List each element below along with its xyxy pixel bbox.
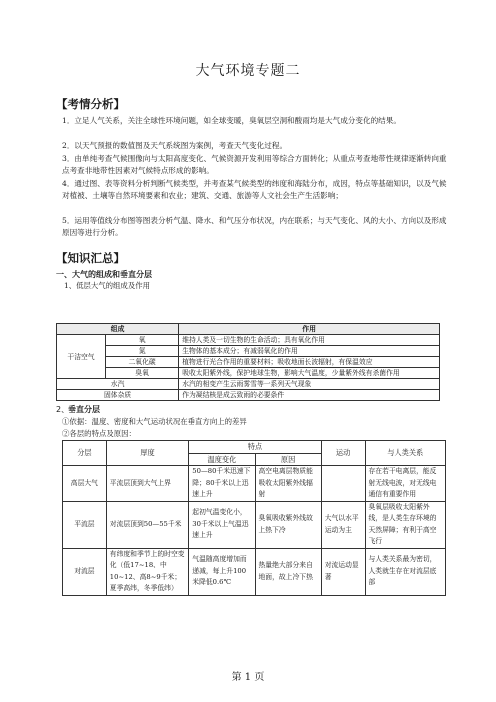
table1-role: 植物进行光合作用的重要材料；吸收地面长波辐射，有保温效应 <box>179 357 440 368</box>
table1-role: 吸收太阳紫外线，保护地球生物，影响大气温度，少量紫外线有杀菌作用 <box>179 368 440 379</box>
table1-component: 二氧化碳 <box>106 357 179 368</box>
heading-composition-layers: 一、大气的组成和垂直分层 <box>56 270 152 279</box>
table2-layer: 对流层 <box>63 548 107 595</box>
table1-component: 臭氧 <box>106 368 179 379</box>
vertical-layers-table <box>62 440 446 596</box>
table2-header-layer: 分层 <box>63 441 107 466</box>
table2-temp: 起初气温变化小，30千米以上气温迅速上升 <box>189 501 255 548</box>
table2-human: 臭氧层吸收太阳紫外线，是人类生存环境的天然屏障；有利于高空飞行 <box>365 501 446 548</box>
page-number: 第 1 页 <box>231 672 265 683</box>
table1-component: 氮 <box>106 346 179 357</box>
table1-component: 氧 <box>106 335 179 346</box>
subheading-vertical-layers: 垂直分层 <box>68 405 100 414</box>
table1-role: 水汽的相变产生云雨雾雪等一系列天气现象 <box>179 379 440 390</box>
table1-header-role: 作用 <box>179 324 440 335</box>
table2-layer: 平流层 <box>63 501 107 548</box>
table2-human: 存在若干电离层，能反射无线电波，对无线电通信有重要作用 <box>365 466 446 502</box>
table2-reason: 臭氧吸收紫外线故上热下冷 <box>255 501 321 548</box>
table1-role: 作为凝结核是成云致雨的必要条件 <box>179 390 440 401</box>
table2-header-thickness: 厚度 <box>106 441 189 466</box>
table2-header-features: 特点 <box>189 441 321 454</box>
analysis-item-4: 4．通过图、表等资料分析判断气候类型，并考查某气候类型的纬度和海陆分布，成因，特点等基础知识，以及气候对植被、土壤等自然环境要素和农业；建筑、交通、旅游等人文社会生产生活影响； <box>62 179 447 201</box>
table2-layer: 高层大气 <box>63 466 107 502</box>
table2-reason: 热量绝大部分来自地面，故上冷下热 <box>255 548 321 595</box>
table1-header-composition: 组成 <box>57 324 179 335</box>
composition-table <box>56 323 440 401</box>
table2-header-human: 与人类关系 <box>365 441 446 466</box>
table2-thickness: 平流层顶到大气上界 <box>106 466 189 502</box>
features-text: ②各层的特点及原因： <box>62 429 136 438</box>
table1-role: 生物体的基本成分；有减弱氧化的作用 <box>179 346 440 357</box>
table2-motion: 对流运动显著 <box>321 548 365 595</box>
table2-reason: 高空电离层物质能吸收太阳紫外线辐射 <box>255 466 321 502</box>
analysis-item-5: 5．运用等值线分布图等图表分析气温、降水、和气压分布状况，内在联系；与天气变化、风的大小、方向以及形成原因等进行分析。 <box>62 216 447 238</box>
table2-header-temp: 温度变化 <box>189 453 255 466</box>
table2-temp: 50—80千米迅速下降；80千米以上迅速上升 <box>189 466 255 502</box>
table1-role: 维持人类及一切生物的生命活动；具有氧化作用 <box>179 335 440 346</box>
table1-component: 水汽 <box>57 379 179 390</box>
section-heading-analysis: 【考情分析】 <box>56 97 125 111</box>
table2-motion: 大气以水平运动为主 <box>321 501 365 548</box>
analysis-item-3: 3．由单纯考查气候围像向与太阳高度变化、气候资源开发利用等综合方面转化；从重点考查地带性规律逐渐转向重点考查非地带性因素对气候特点形成的影响。 <box>62 154 447 176</box>
section-heading-knowledge: 【知识汇总】 <box>56 251 125 265</box>
subheading-low-atmosphere: 1、低层大气的组成及作用 <box>64 281 151 290</box>
table2-thickness: 对流层顶到50—55千米 <box>106 501 189 548</box>
table2-header-reason: 原因 <box>255 453 321 466</box>
analysis-item-1: 1．立足人气关系，关注全球性环境问题，如全球变暖，臭氧层空洞和酸雨均是大气成分变化的结果。 <box>62 116 401 125</box>
table2-motion <box>321 466 365 502</box>
subheading-vertical-num: 2、 <box>56 405 70 414</box>
basis-text: ①依据：温度、密度和大气运动状况在垂直方向上的差异 <box>62 417 247 426</box>
table2-header-motion: 运动 <box>321 441 365 466</box>
analysis-item-2: 2．以天气预报的数值图及天气系统图为案例，考查天气变化过程。 <box>62 141 288 150</box>
page-title: 大气环境专题二 <box>195 63 301 79</box>
table1-component: 固体杂质 <box>57 390 179 401</box>
table1-dry-air: 干洁空气 <box>57 335 106 379</box>
table2-temp: 气温随高度增加而递减，每上升100米降低0.6℃ <box>189 548 255 595</box>
table2-human: 与人类关系最为密切，人类就生存在对流层底部 <box>365 548 446 595</box>
table2-thickness: 有纬度和季节上的时空变化（低17~18、中10~12、高8~9千米；夏季高纬，冬季低纬） <box>106 548 189 595</box>
